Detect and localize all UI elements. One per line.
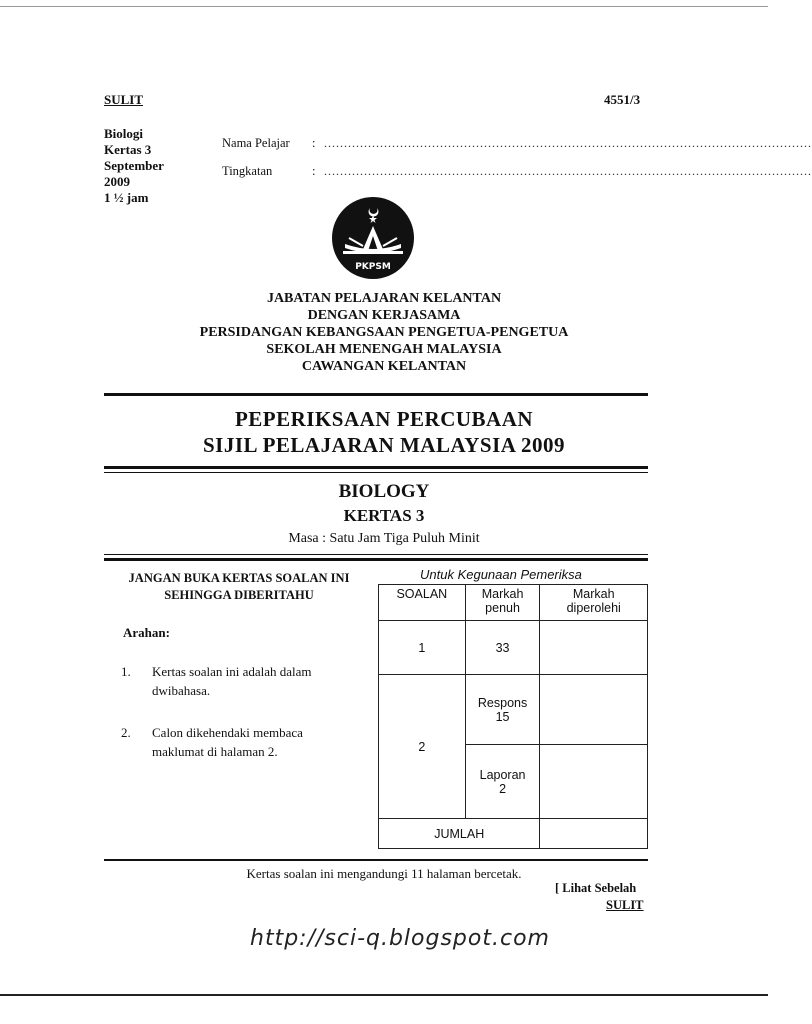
info-month: September bbox=[104, 158, 164, 173]
nama-pelajar-colon: : bbox=[312, 136, 316, 150]
examiner-caption: Untuk Kegunaan Pemeriksa bbox=[420, 567, 582, 582]
pkpsm-logo bbox=[331, 196, 415, 280]
handwritten-url: http://sci-q.blogspot.com bbox=[250, 926, 550, 951]
divider-3b bbox=[104, 558, 648, 561]
info-paper: Kertas 3 bbox=[104, 142, 152, 157]
tingkatan-field[interactable]: .......................................................................................................................... bbox=[324, 164, 812, 178]
org-line-1: JABATAN PELAJARAN KELANTAN bbox=[266, 291, 502, 306]
q2-laporan-obtained-cell[interactable] bbox=[540, 745, 648, 819]
organisation-block bbox=[0, 290, 768, 375]
q1-markah: 33 bbox=[465, 621, 540, 675]
divider-2 bbox=[104, 466, 648, 469]
table-row bbox=[379, 675, 648, 745]
header-soalan: SOALAN bbox=[379, 585, 466, 621]
total-label: JUMLAH bbox=[379, 819, 540, 849]
instruction-1-line-2: dwibahasa. bbox=[152, 683, 211, 698]
info-year: 2009 bbox=[104, 174, 130, 189]
exam-title-line-1: PEPERIKSAAN PERCUBAAN bbox=[234, 407, 534, 431]
instruction-2-line-2: maklumat di halaman 2. bbox=[152, 744, 278, 759]
org-line-5: CAWANGAN KELANTAN bbox=[301, 359, 467, 374]
info-duration: 1 ½ jam bbox=[104, 190, 149, 205]
header-markah-diperolehi: Markah diperolehi bbox=[540, 585, 648, 621]
page-bottom-edge bbox=[0, 994, 768, 996]
q2-soalan: 2 bbox=[379, 675, 466, 819]
org-line-4: SEKOLAH MENENGAH MALAYSIA bbox=[266, 342, 502, 357]
q1-soalan: 1 bbox=[379, 621, 466, 675]
subject-name: BIOLOGY bbox=[338, 481, 430, 502]
q2-respons-obtained-cell[interactable] bbox=[540, 675, 648, 745]
q2-laporan-mark: 2 bbox=[499, 781, 507, 796]
q2-respons-mark: 15 bbox=[495, 709, 510, 724]
page-top-edge bbox=[0, 6, 768, 7]
q2-laporan-label: Laporan bbox=[479, 767, 526, 782]
table-total-row bbox=[379, 819, 648, 849]
instruction-1-number: 1. bbox=[121, 664, 131, 679]
warning-text bbox=[104, 570, 374, 604]
info-subject: Biologi bbox=[104, 126, 144, 141]
lihat-sebelah: [ Lihat Sebelah bbox=[555, 881, 637, 895]
sulit-footer-label: SULIT bbox=[606, 898, 644, 912]
exam-title-line-2: SIJIL PELAJARAN MALAYSIA 2009 bbox=[202, 433, 566, 457]
q2-respons-label: Respons bbox=[477, 695, 528, 710]
table-header-row bbox=[379, 585, 648, 621]
instructions-heading: Arahan: bbox=[123, 625, 170, 640]
instruction-2-number: 2. bbox=[121, 725, 131, 740]
sulit-label: SULIT bbox=[104, 92, 144, 107]
instruction-1-line-1: Kertas soalan ini adalah dalam bbox=[152, 664, 312, 679]
tingkatan-label: Tingkatan bbox=[222, 164, 273, 178]
nama-pelajar-field[interactable]: .......................................................................................................................... bbox=[324, 136, 812, 150]
q1-marks-obtained-cell[interactable] bbox=[540, 621, 648, 675]
instruction-2 bbox=[152, 723, 303, 761]
divider-1 bbox=[104, 393, 648, 396]
warning-line-2: SEHINGGA DIBERITAHU bbox=[164, 588, 314, 602]
exam-title bbox=[0, 406, 768, 458]
warning-line-1: JANGAN BUKA KERTAS SOALAN INI bbox=[128, 571, 350, 585]
instruction-1 bbox=[152, 662, 312, 700]
q2-laporan-cell bbox=[465, 745, 540, 819]
page-count-note: Kertas soalan ini mengandungi 11 halaman bercetak. bbox=[246, 866, 522, 881]
total-obtained-cell[interactable] bbox=[540, 819, 648, 849]
paper-info bbox=[104, 126, 164, 206]
divider-3a bbox=[104, 554, 648, 555]
paper-code: 4551/3 bbox=[604, 92, 641, 107]
divider-2b bbox=[104, 472, 648, 473]
examiner-table bbox=[378, 584, 648, 849]
org-line-2: DENGAN KERJASAMA bbox=[307, 308, 461, 323]
org-line-3: PERSIDANGAN KEBANGSAAN PENGETUA-PENGETUA bbox=[199, 325, 569, 340]
logo-text: PKPSM bbox=[355, 262, 391, 272]
instruction-2-line-1: Calon dikehendaki membaca bbox=[152, 725, 303, 740]
subject-duration: Masa : Satu Jam Tiga Puluh Minit bbox=[288, 531, 480, 546]
header-markah-penuh: Markah penuh bbox=[465, 585, 540, 621]
footer-divider bbox=[104, 859, 648, 861]
tingkatan-colon: : bbox=[312, 164, 316, 178]
table-row bbox=[379, 621, 648, 675]
q2-respons-cell bbox=[465, 675, 540, 745]
nama-pelajar-label: Nama Pelajar bbox=[222, 136, 290, 150]
subject-paper: KERTAS 3 bbox=[343, 506, 425, 525]
